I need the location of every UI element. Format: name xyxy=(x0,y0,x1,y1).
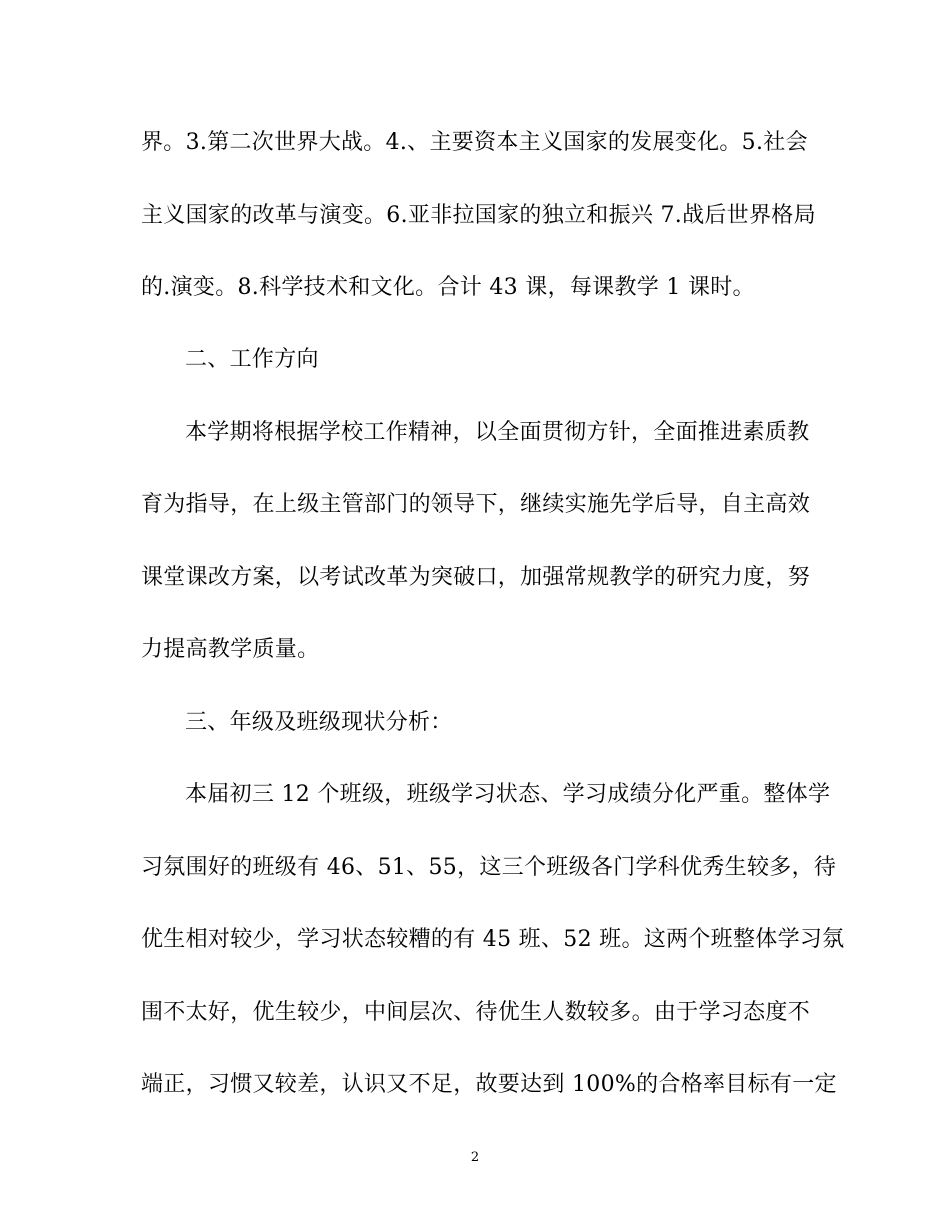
text-line: 的.演变。8.科学技术和文化。合计 43 课，每课教学 1 课时。 xyxy=(141,275,755,300)
text-line: 主义国家的改革与演变。6.亚非拉国家的独立和振兴 7.战后世界格局 xyxy=(141,203,816,228)
text-line: 育为指导，在上级主管部门的领导下，继续实施先学后导，自主高效 xyxy=(141,492,811,517)
text-line: 优生相对较少，学习状态较糟的有 45 班、52 班。这两个班整体学习氛 xyxy=(141,927,845,952)
text-line: 力提高教学质量。 xyxy=(141,637,320,662)
section-heading: 二、工作方向 xyxy=(185,347,319,372)
text-line: 习氛围好的班级有 46、51、55，这三个班级各门学科优秀生较多，待 xyxy=(141,855,837,880)
text-line: 端正，习惯又较差，认识又不足，故要达到 100%的合格率目标有一定 xyxy=(141,1072,837,1097)
section-heading: 三、年级及班级现状分析： xyxy=(185,710,453,735)
text-line: 本学期将根据学校工作精神，以全面贯彻方针，全面推进素质教 xyxy=(185,420,810,445)
page-number: 2 xyxy=(470,1150,480,1165)
text-line: 课堂课改方案，以考试改革为突破口，加强常规教学的研究力度，努 xyxy=(141,565,811,590)
text-line: 本届初三 12 个班级，班级学习状态、学习成绩分化严重。整体学 xyxy=(185,782,831,807)
text-line: 围不太好，优生较少，中间层次、待优生人数较多。由于学习态度不 xyxy=(141,1000,811,1025)
text-line: 界。3.第二次世界大战。4.、主要资本主义国家的发展变化。5.社会 xyxy=(141,130,808,155)
